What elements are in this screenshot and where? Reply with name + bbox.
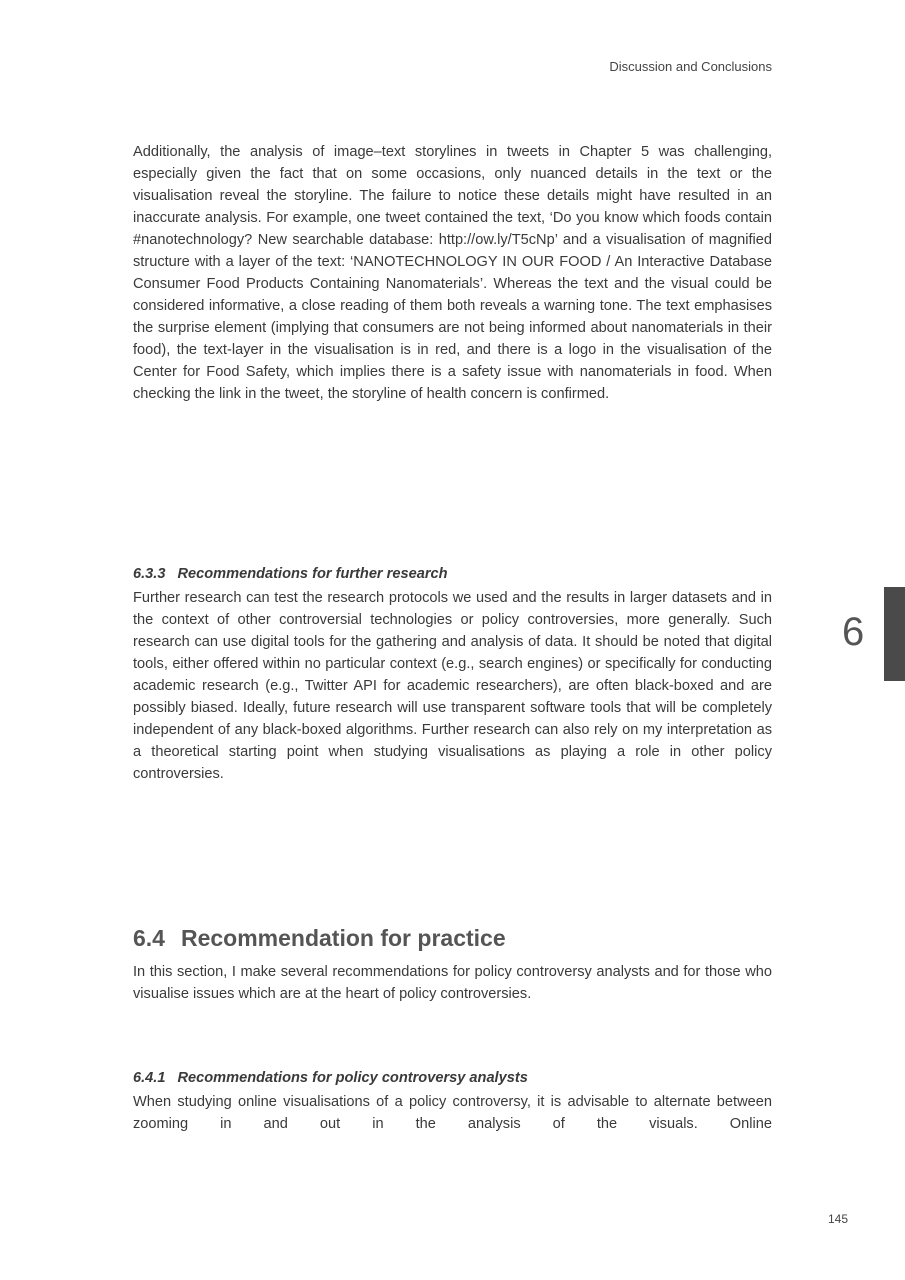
chapter-thumb-tab: [884, 587, 905, 681]
running-header: Discussion and Conclusions: [609, 59, 772, 74]
section-heading-6-4: [133, 925, 506, 952]
section-number: 6.3.3: [133, 566, 166, 582]
section-title: Recommendations for further research: [177, 566, 448, 582]
section-number: 6.4.1: [133, 1070, 166, 1086]
paragraph-analysts: When studying online visualisations of a policy controversy, it is advisable to alternate between zooming in and out in the analysis of the visuals. Online: [133, 1094, 772, 1132]
page-number: 145: [827, 1212, 848, 1226]
section-heading-6-4-1: [133, 1070, 528, 1086]
section-title: Recommendation for practice: [180, 925, 506, 951]
section-number: 6.4: [133, 925, 165, 951]
paragraph-limitations: Additionally, the analysis of image–text storylines in tweets in Chapter 5 was challenging, especially given the fact that on some occasions, only nuanced details in the text or the visualisation reveal the storyline. The failure to notice these details might have resulted in an inaccurate analysis. For example, one tweet contained the text, ‘Do you know which foods contain #nanotechnology? New searchable database: http://ow.ly/T5cNp’ and a visualisation of magnified structure with a layer of the text: ‘NANOTECHNOLOGY IN OUR FOOD / An Interactive Database Consumer Food Products Containing Nanomaterials’. Whereas the text and the visual could be considered informative, a close reading of them both reveals a warning tone. The text emphasises the surprise element (implying that consumers are not being informed about nanomaterials in their food), the text-layer in the visualisation is in red, and there is a logo in the visualisation of the Center for Food Safety, which implies there is a safety issue with nanomaterials in food. When checking the link in the tweet, the storyline of health concern is confirmed.: [133, 144, 772, 402]
paragraph-further-research: Further research can test the research protocols we used and the results in larger datasets and in the context of other controversial technologies or policy controversies, more generally. Such research can use digital tools for the gathering and analysis of data. It should be noted that digital tools, either offered within no particular context (e.g., search engines) or specifically for conducting academic research (e.g., Twitter API for academic researchers), are often black-boxed and are possibly biased. Ideally, future research will use transparent software tools that will be completely independent of any black-boxed algorithms. Further research can also rely on my interpretation as a theoretical starting point when studying visualisations as playing a role in other policy controversies.: [133, 590, 772, 782]
chapter-number: 6: [842, 610, 865, 654]
section-title: Recommendations for policy controversy analysts: [177, 1070, 528, 1086]
paragraph-practice-intro: In this section, I make several recommendations for policy controversy analysts and for those who visualise issues which are at the heart of policy controversies.: [133, 964, 772, 1002]
section-heading-6-3-3: [133, 566, 448, 582]
